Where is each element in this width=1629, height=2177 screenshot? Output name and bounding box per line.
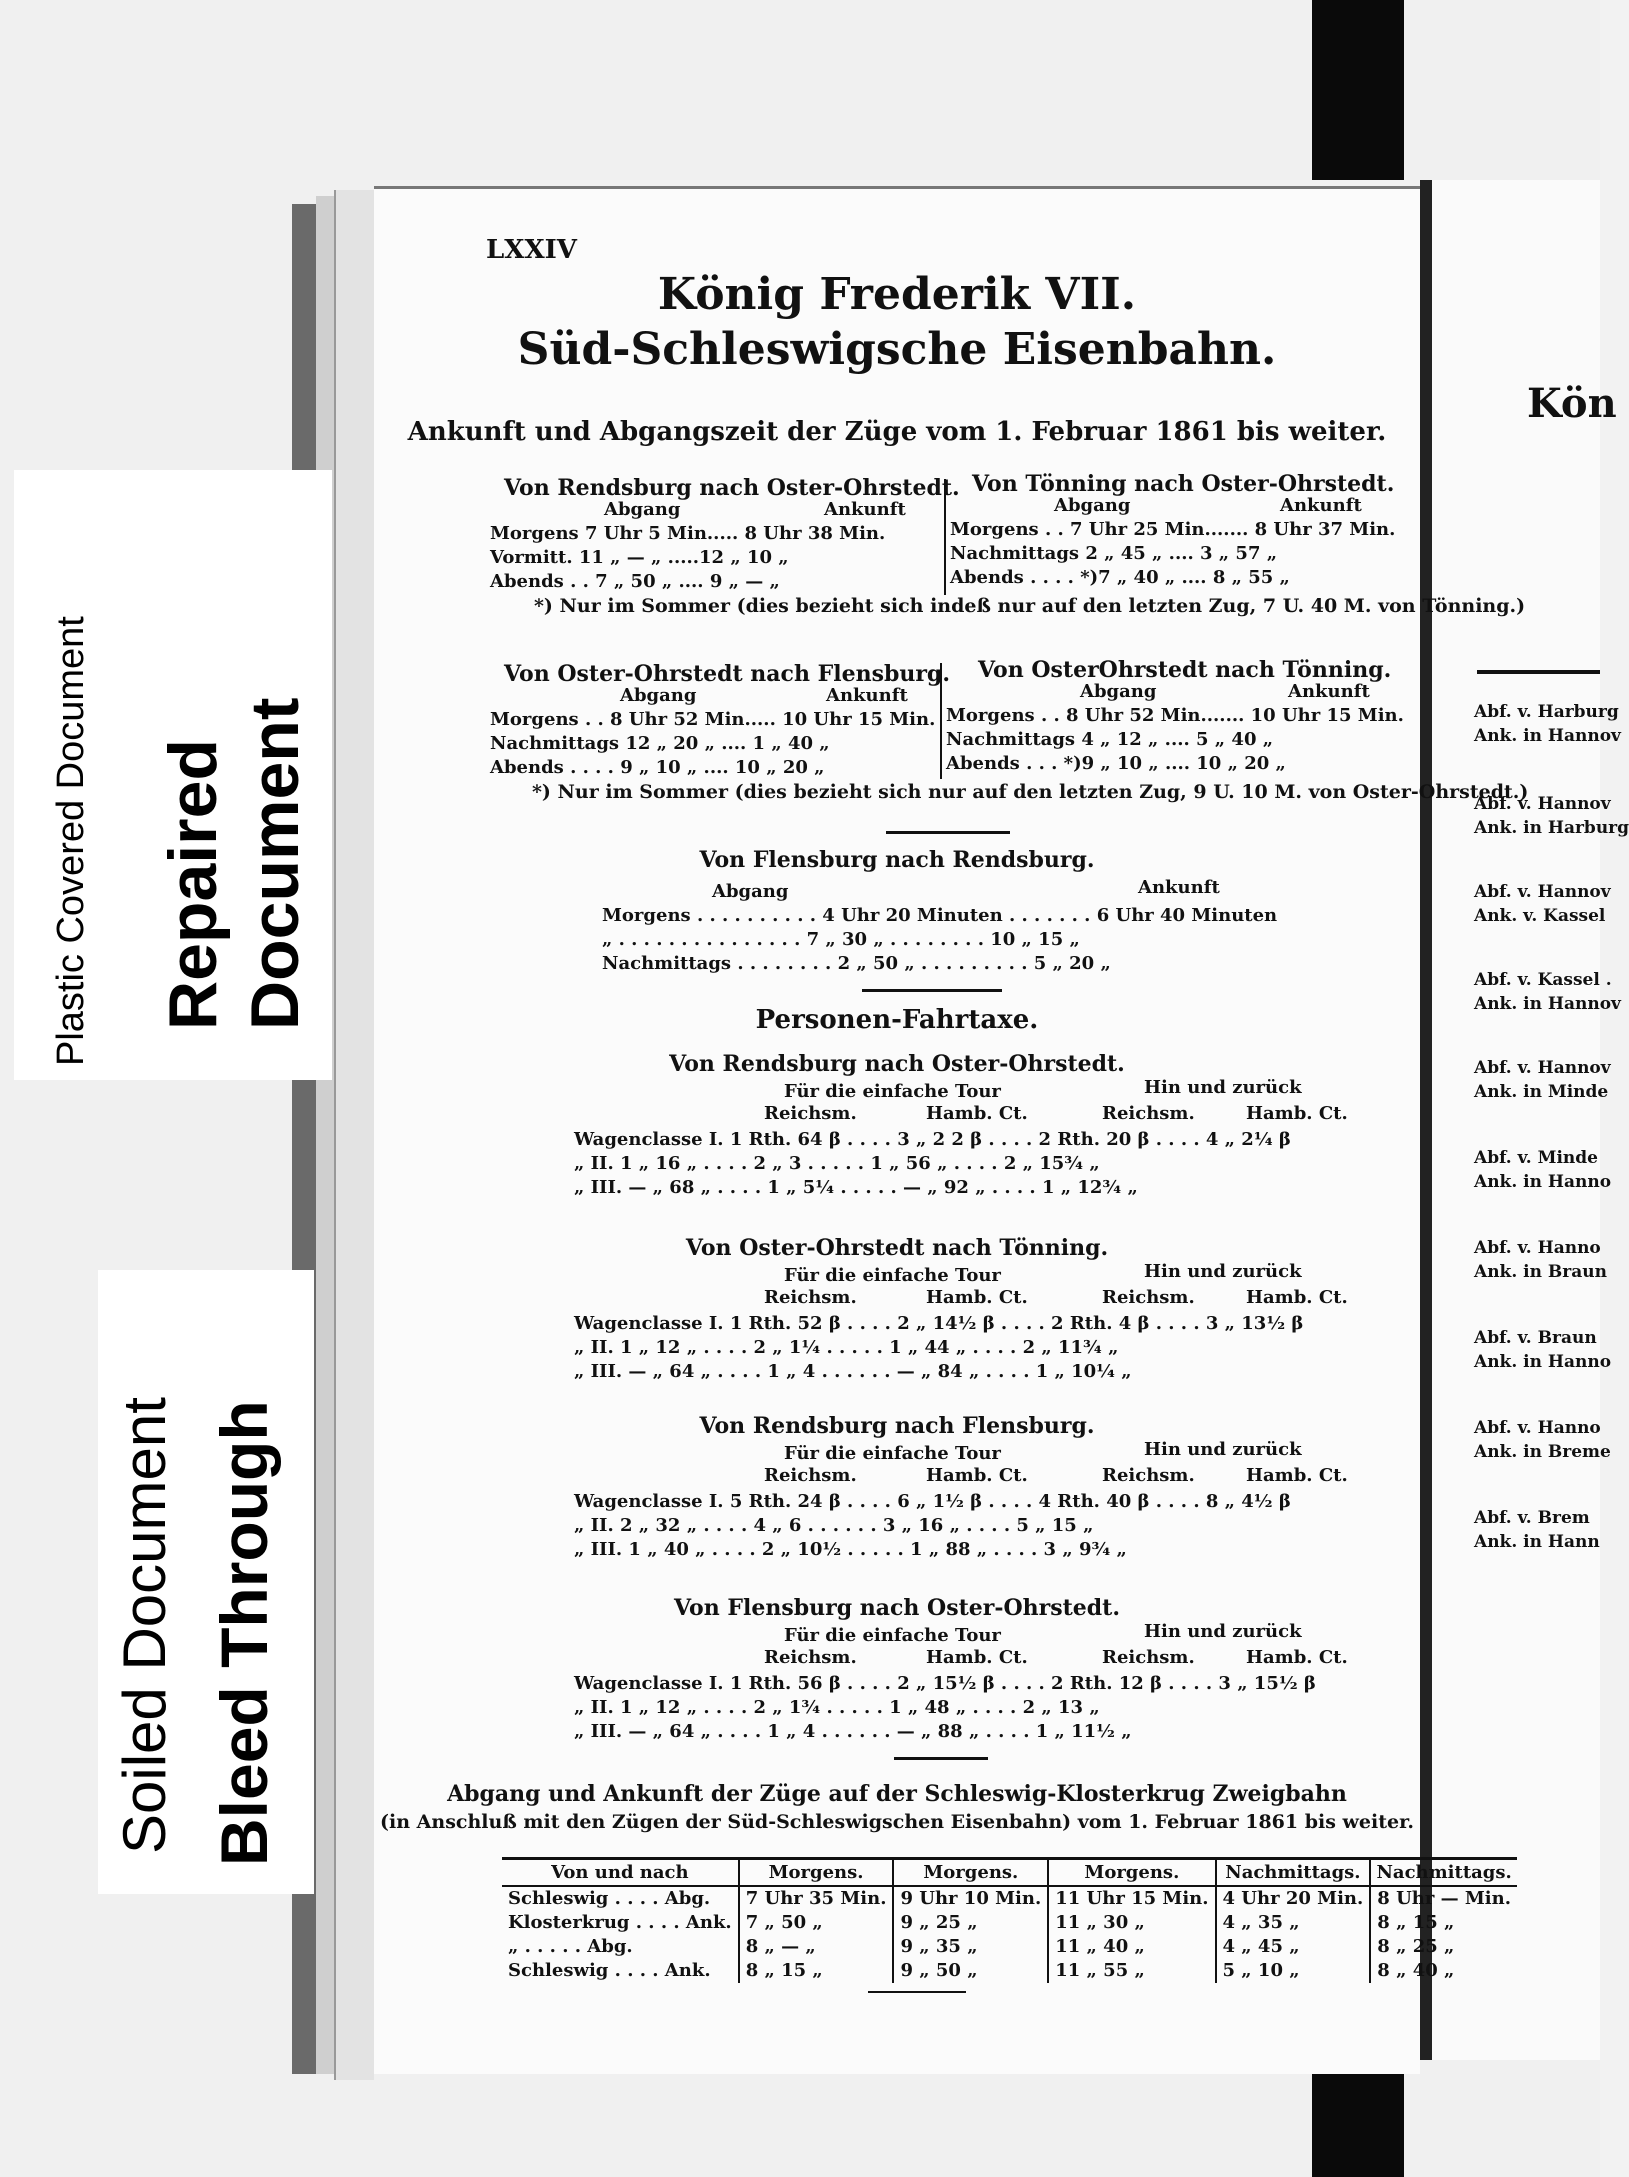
fare-section-1-hdr-rbm-1: Reichsm. <box>764 1103 857 1124</box>
fare-section-1-hdr-return: Hin und zurück <box>1144 1077 1302 1098</box>
facing-page-row: Ank. in Hannov <box>1474 994 1621 1014</box>
facing-page-row: Ank. in Minde <box>1474 1082 1609 1102</box>
fare-section-2-hdr-rbm-2: Reichsm. <box>1102 1287 1195 1308</box>
branch-cell: 11 „ 30 „ <box>1048 1911 1215 1935</box>
facing-page-row: Abf. v. Kassel . <box>1474 970 1612 990</box>
tt2-left-heading: Von Oster-Ohrstedt nach Flensburg. <box>504 661 950 687</box>
facing-page-row: Abf. v. Minde <box>1474 1148 1598 1168</box>
branch-cell: 8 „ 15 „ <box>739 1959 894 1983</box>
branch-header-5: Nachmittags. <box>1216 1859 1371 1887</box>
branch-cell: 9 „ 35 „ <box>893 1935 1048 1959</box>
fare-section-4-hdr-hamb-1: Hamb. Ct. <box>926 1647 1028 1668</box>
fare-section-1-hdr-rbm-2: Reichsm. <box>1102 1103 1195 1124</box>
facing-page-row: Ank. in Hann <box>1474 1532 1600 1552</box>
branch-subtitle: (in Anschluß mit den Zügen der Süd-Schleswigschen Eisenbahn) vom 1. Februar 1861 bis weiter. <box>380 1811 1414 1833</box>
fare-section-4-hdr-rbm-1: Reichsm. <box>764 1647 857 1668</box>
tt2-right-row-3: Abends . . . *)9 „ 10 „ .... 10 „ 20 „ <box>946 753 1286 774</box>
facing-page-row: Ank. in Hanno <box>1474 1172 1612 1192</box>
fare-section-3-hdr-return: Hin und zurück <box>1144 1439 1302 1460</box>
book-edge-light <box>334 190 374 2080</box>
rule-3 <box>894 1757 988 1760</box>
tt3-heading: Von Flensburg nach Rendsburg. <box>699 847 1095 873</box>
black-strip-top <box>1312 0 1404 180</box>
tt1-right-heading: Von Tönning nach Oster-Ohrstedt. <box>972 471 1395 497</box>
fare-section-4-hdr-rbm-2: Reichsm. <box>1102 1647 1195 1668</box>
branch-cell: 5 „ 10 „ <box>1216 1959 1371 1983</box>
facing-page-row: Abf. v. Harburg <box>1474 702 1619 722</box>
branch-cell: 7 Uhr 35 Min. <box>739 1886 894 1911</box>
rule-1 <box>886 831 1010 834</box>
label-card-top <box>14 470 332 1080</box>
tt1-left-row-1: Morgens 7 Uhr 5 Min..... 8 Uhr 38 Min. <box>490 523 886 544</box>
book-gutter <box>1420 180 1432 2060</box>
branch-cell: 8 „ 15 „ <box>1370 1911 1517 1935</box>
tt1-right-col-ankunft: Ankunft <box>1280 495 1362 516</box>
branch-header-2: Morgens. <box>739 1859 894 1887</box>
tt2-note: *) Nur im Sommer (dies bezieht sich nur auf den letzten Zug, 9 U. 10 M. von Oster-Ohrstedt.) <box>532 781 1529 803</box>
branch-cell: 8 „ — „ <box>739 1935 894 1959</box>
tt2-left-col-abgang: Abgang <box>620 685 697 706</box>
branch-table-body <box>502 1886 1517 1983</box>
fare-section-2-row-1: Wagenclasse I. 1 Rth. 52 β . . . . 2 „ 14½ β . . . . 2 Rth. 4 β . . . . 3 „ 13½ β <box>574 1313 1304 1334</box>
fare-section-1-row-3: „ III. — „ 68 „ . . . . 1 „ 5¼ . . . . . — „ 92 „ . . . . 1 „ 12¾ „ <box>574 1177 1138 1198</box>
branch-title: Abgang und Ankunft der Züge auf der Schleswig-Klosterkrug Zweigbahn <box>447 1781 1347 1807</box>
facing-page-row: Ank. in Hannov <box>1474 726 1621 746</box>
branch-cell: 8 „ 25 „ <box>1370 1935 1517 1959</box>
fare-section-3-row-3: „ III. 1 „ 40 „ . . . . 2 „ 10½ . . . . . 1 „ 88 „ . . . . 3 „ 9¾ „ <box>574 1539 1127 1560</box>
fare-section-1-row-1: Wagenclasse I. 1 Rth. 64 β . . . . 3 „ 2 2 β . . . . 2 Rth. 20 β . . . . 4 „ 2¼ β <box>574 1129 1291 1150</box>
branch-header-3: Morgens. <box>893 1859 1048 1887</box>
facing-page-row: Ank. v. Kassel <box>1474 906 1606 926</box>
fare-section-3-row-2: „ II. 2 „ 32 „ . . . . 4 „ 6 . . . . . . 3 „ 16 „ . . . . 5 „ 15 „ <box>574 1515 1094 1536</box>
branch-cell: 9 „ 50 „ <box>893 1959 1048 1983</box>
fare-section-3-hdr-hamb-2: Hamb. Ct. <box>1246 1465 1348 1486</box>
fare-section-4-row-2: „ II. 1 „ 12 „ . . . . 2 „ 1¾ . . . . . 1 „ 48 „ . . . . 2 „ 13 „ <box>574 1697 1100 1718</box>
table-row <box>502 1911 1517 1935</box>
rule-2 <box>862 989 1002 992</box>
branch-cell: 11 „ 55 „ <box>1048 1959 1215 1983</box>
facing-page-row: Abf. v. Braun <box>1474 1328 1597 1348</box>
tt1-right-row-1: Morgens . . 7 Uhr 25 Min....... 8 Uhr 37 Min. <box>950 519 1396 540</box>
tt2-right-col-ankunft: Ankunft <box>1288 681 1370 702</box>
facing-page-row: Ank. in Breme <box>1474 1442 1611 1462</box>
facing-page-row: Abf. v. Brem <box>1474 1508 1590 1528</box>
fare-section-2-hdr-hamb-2: Hamb. Ct. <box>1246 1287 1348 1308</box>
subtitle: Ankunft und Abgangszeit der Züge vom 1. Februar 1861 bis weiter. <box>407 417 1387 447</box>
branch-cell: 9 Uhr 10 Min. <box>893 1886 1048 1911</box>
branch-table-header <box>502 1859 1517 1887</box>
table-row <box>502 1886 1517 1911</box>
branch-cell: 4 „ 45 „ <box>1216 1935 1371 1959</box>
facing-page-rule <box>1477 670 1600 674</box>
fare-section-2-hdr-simple: Für die einfache Tour <box>784 1265 1001 1286</box>
tt1-right-row-3: Abends . . . . *)7 „ 40 „ .... 8 „ 55 „ <box>950 567 1290 588</box>
tt1-right-row-2: Nachmittags 2 „ 45 „ .... 3 „ 57 „ <box>950 543 1278 564</box>
facing-page-row: Ank. in Hanno <box>1474 1352 1612 1372</box>
branch-cell: „ . . . . . Abg. <box>508 1936 633 1957</box>
facing-page-row: Abf. v. Hannov <box>1474 794 1611 814</box>
branch-cell: 4 Uhr 20 Min. <box>1216 1886 1371 1911</box>
branch-header-1: Von und nach <box>502 1859 739 1887</box>
branch-cell: 9 „ 25 „ <box>893 1911 1048 1935</box>
branch-cell: 8 Uhr — Min. <box>1370 1886 1517 1911</box>
branch-cell: Schleswig . . . . Abg. <box>508 1888 711 1909</box>
page-number: LXXIV <box>486 235 577 265</box>
tt2-left-col-ankunft: Ankunft <box>826 685 908 706</box>
label-repaired-line-1: Repaired <box>155 739 231 1030</box>
facing-page <box>1432 180 1629 2060</box>
fare-section-1-hdr-hamb-2: Hamb. Ct. <box>1246 1103 1348 1124</box>
rule-4 <box>868 1991 966 1993</box>
tt2-left-row-1: Morgens . . 8 Uhr 52 Min..... 10 Uhr 15 Min. <box>490 709 936 730</box>
tt3-row-2: „ . . . . . . . . . . . . . . . 7 „ 30 „ . . . . . . . . 10 „ 15 „ <box>602 929 1080 950</box>
fare-section-4-row-1: Wagenclasse I. 1 Rth. 56 β . . . . 2 „ 15½ β . . . . 2 Rth. 12 β . . . . 3 „ 15½ β <box>574 1673 1316 1694</box>
tt2-divider <box>940 663 942 779</box>
fare-section-2-hdr-rbm-1: Reichsm. <box>764 1287 857 1308</box>
tt1-left-heading: Von Rendsburg nach Oster-Ohrstedt. <box>504 475 960 501</box>
fare-section-2-hdr-return: Hin und zurück <box>1144 1261 1302 1282</box>
branch-cell: Schleswig . . . . Ank. <box>508 1960 711 1981</box>
branch-header-6: Nachmittags. <box>1370 1859 1517 1887</box>
table-row <box>502 1935 1517 1959</box>
fare-section-2-row-2: „ II. 1 „ 12 „ . . . . 2 „ 1¼ . . . . . 1 „ 44 „ . . . . 2 „ 11¾ „ <box>574 1337 1119 1358</box>
branch-cell: 11 Uhr 15 Min. <box>1048 1886 1215 1911</box>
tt1-left-col-abgang: Abgang <box>604 499 681 520</box>
fare-section-3-hdr-rbm-1: Reichsm. <box>764 1465 857 1486</box>
tt2-right-row-2: Nachmittags 4 „ 12 „ .... 5 „ 40 „ <box>946 729 1274 750</box>
tt2-left-row-3: Abends . . . . 9 „ 10 „ .... 10 „ 20 „ <box>490 757 825 778</box>
tt1-note: *) Nur im Sommer (dies bezieht sich indeß nur auf den letzten Zug, 7 U. 40 M. von Tönning.) <box>534 595 1526 617</box>
branch-cell: Klosterkrug . . . . Ank. <box>508 1912 732 1933</box>
fare-section-2-hdr-hamb-1: Hamb. Ct. <box>926 1287 1028 1308</box>
fare-section-3-heading: Von Rendsburg nach Flensburg. <box>699 1413 1095 1439</box>
facing-page-title: Kön <box>1527 380 1617 427</box>
document-page <box>374 186 1529 2074</box>
fare-section-2-heading: Von Oster-Ohrstedt nach Tönning. <box>685 1235 1109 1261</box>
fare-section-2-row-3: „ III. — „ 64 „ . . . . 1 „ 4 . . . . . . — „ 84 „ . . . . 1 „ 10¼ „ <box>574 1361 1132 1382</box>
branch-table <box>502 1857 1517 1983</box>
fare-section-1-row-2: „ II. 1 „ 16 „ . . . . 2 „ 3 . . . . . 1 „ 56 „ . . . . 2 „ 15¾ „ <box>574 1153 1100 1174</box>
tt2-right-col-abgang: Abgang <box>1080 681 1157 702</box>
tt3-col-ankunft: Ankunft <box>1138 877 1220 898</box>
label-card-bottom <box>98 1270 314 1894</box>
fare-section-4-heading: Von Flensburg nach Oster-Ohrstedt. <box>674 1595 1120 1621</box>
facing-page-row: Abf. v. Hannov <box>1474 882 1611 902</box>
fares-heading: Personen-Fahrtaxe. <box>755 1005 1039 1035</box>
branch-cell: 11 „ 40 „ <box>1048 1935 1215 1959</box>
tt2-right-row-1: Morgens . . 8 Uhr 52 Min....... 10 Uhr 15 Min. <box>946 705 1404 726</box>
facing-page-row: Abf. v. Hannov <box>1474 1058 1611 1078</box>
title-line-1: König Frederik VII. <box>657 269 1137 320</box>
title-line-2: Süd-Schleswigsche Eisenbahn. <box>517 324 1277 375</box>
tt1-left-row-2: Vormitt. 11 „ — „ .....12 „ 10 „ <box>490 547 789 568</box>
label-soiled-document: Soiled Document <box>111 1397 178 1854</box>
fare-section-1-hdr-simple: Für die einfache Tour <box>784 1081 1001 1102</box>
tt2-left-row-2: Nachmittags 12 „ 20 „ .... 1 „ 40 „ <box>490 733 830 754</box>
label-repaired-line-2: Document <box>237 697 313 1030</box>
branch-cell: 7 „ 50 „ <box>739 1911 894 1935</box>
fare-section-4-hdr-simple: Für die einfache Tour <box>784 1625 1001 1646</box>
branch-cell: 4 „ 35 „ <box>1216 1911 1371 1935</box>
fare-section-4-hdr-return: Hin und zurück <box>1144 1621 1302 1642</box>
fare-section-4-row-3: „ III. — „ 64 „ . . . . 1 „ 4 . . . . . . — „ 88 „ . . . . 1 „ 11½ „ <box>574 1721 1132 1742</box>
fare-section-3-hdr-simple: Für die einfache Tour <box>784 1443 1001 1464</box>
tt1-right-col-abgang: Abgang <box>1054 495 1131 516</box>
tt2-right-heading: Von OsterOhrstedt nach Tönning. <box>978 657 1392 683</box>
facing-page-row: Abf. v. Hanno <box>1474 1238 1601 1258</box>
fare-section-3-hdr-rbm-2: Reichsm. <box>1102 1465 1195 1486</box>
fare-section-1-hdr-hamb-1: Hamb. Ct. <box>926 1103 1028 1124</box>
label-bleed-through: Bleed Through <box>207 1400 281 1866</box>
branch-header-4: Morgens. <box>1048 1859 1215 1887</box>
label-plastic-covered: Plastic Covered Document <box>50 616 92 1066</box>
fare-section-4-hdr-hamb-2: Hamb. Ct. <box>1246 1647 1348 1668</box>
tt1-left-col-ankunft: Ankunft <box>824 499 906 520</box>
tt3-row-1: Morgens . . . . . . . . . . 4 Uhr 20 Minuten . . . . . . . 6 Uhr 40 Minuten <box>602 905 1278 926</box>
tt3-col-abgang: Abgang <box>712 881 789 902</box>
table-row <box>502 1959 1517 1983</box>
fare-section-3-row-1: Wagenclasse I. 5 Rth. 24 β . . . . 6 „ 1½ β . . . . 4 Rth. 40 β . . . . 8 „ 4½ β <box>574 1491 1291 1512</box>
tt1-divider <box>944 479 946 595</box>
tt3-row-3: Nachmittags . . . . . . . . 2 „ 50 „ . . . . . . . . . 5 „ 20 „ <box>602 953 1111 974</box>
branch-cell: 8 „ 40 „ <box>1370 1959 1517 1983</box>
facing-page-row: Abf. v. Hanno <box>1474 1418 1601 1438</box>
tt1-left-row-3: Abends . . 7 „ 50 „ .... 9 „ — „ <box>490 571 780 592</box>
facing-page-row: Ank. in Braun <box>1474 1262 1607 1282</box>
fare-section-3-hdr-hamb-1: Hamb. Ct. <box>926 1465 1028 1486</box>
facing-page-row: Ank. in Harburg <box>1474 818 1629 838</box>
fare-section-1-heading: Von Rendsburg nach Oster-Ohrstedt. <box>669 1051 1125 1077</box>
